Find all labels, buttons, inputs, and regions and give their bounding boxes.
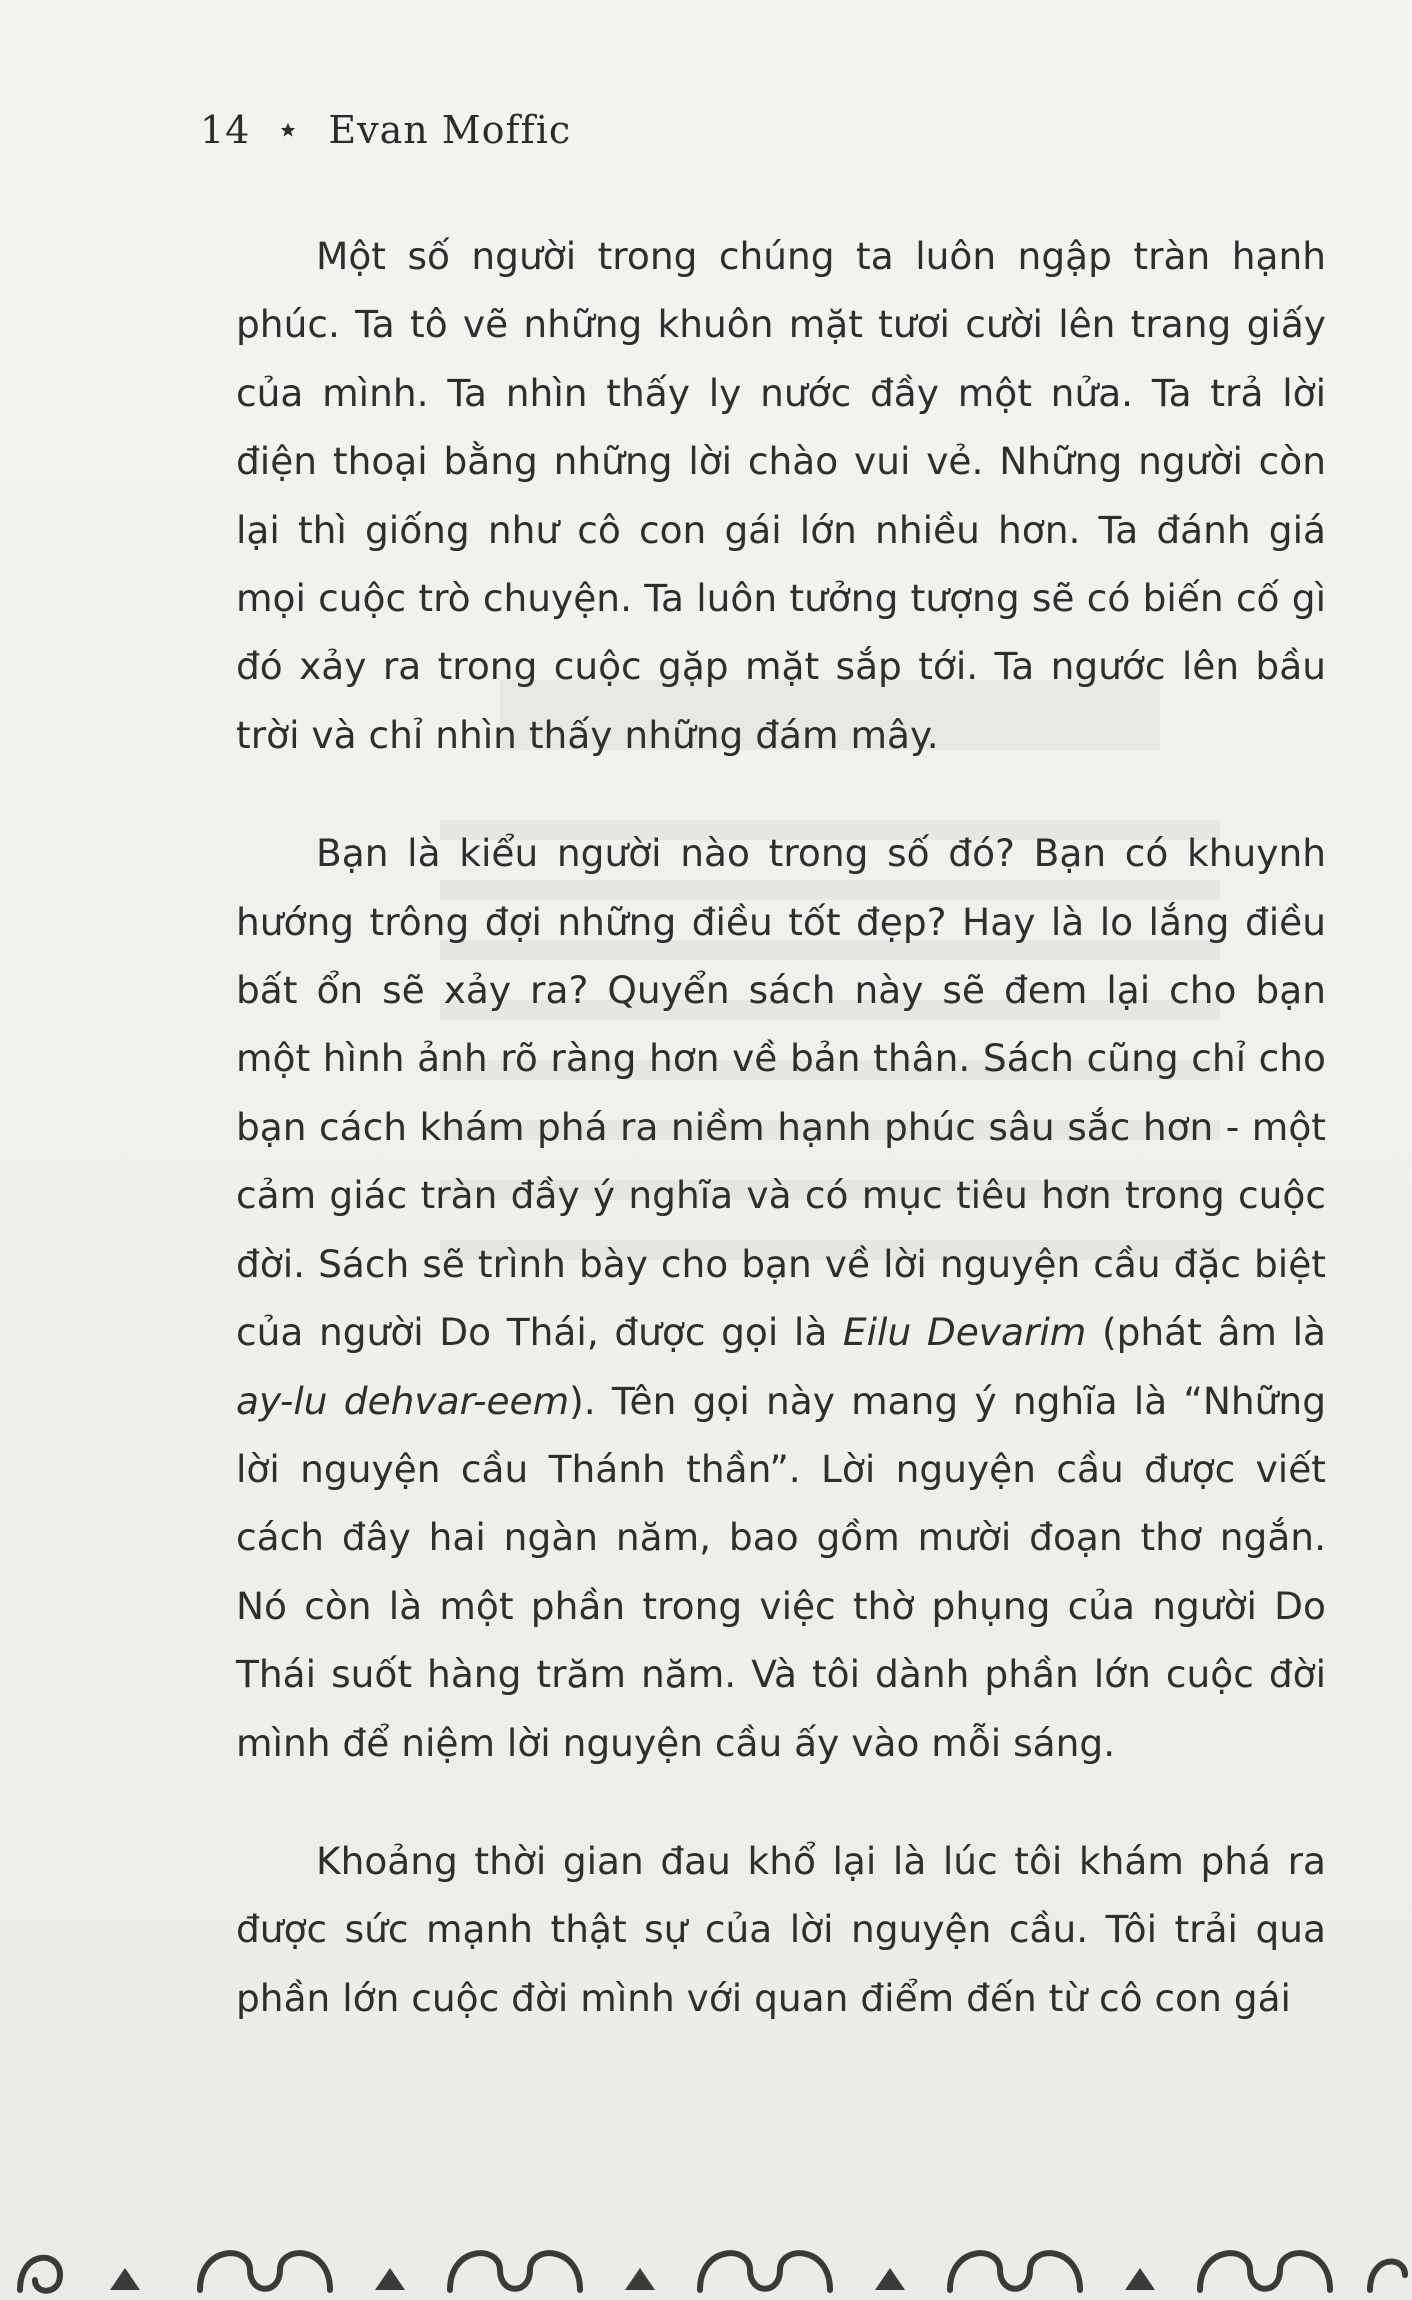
star-icon	[280, 122, 296, 138]
paragraph-2	[236, 819, 1326, 1777]
prayer-name-italic: Eilu Devarim	[842, 1310, 1087, 1355]
paragraph-3: Khoảng thời gian đau khổ lại là lúc tôi khám phá ra được sức mạnh thật sự của lời nguyện cầu. Tôi trải qua phần lớn cuộc đời mình với quan điểm đến từ cô con gái	[236, 1838, 1326, 2020]
pronunciation-italic: ay-lu dehvar-eem	[236, 1378, 570, 1423]
running-head	[200, 100, 571, 160]
author-name: Evan Moffic	[328, 108, 572, 152]
paragraph-2-text-b: (phát âm là	[1086, 1310, 1326, 1355]
body-text	[236, 222, 1326, 2032]
paragraph-2-text-a: Bạn là kiểu người nào trong số đó? Bạn có khuynh hướng trông đợi những điều tốt đẹp? Hay là lo lắng điều bất ổn sẽ xảy ra? Quyển sách này sẽ đem lại cho bạn một hình ảnh rõ ràng hơn về bản thân. Sách cũng chỉ cho bạn cách khám phá ra niềm hạnh phúc sâu sắc hơn - một cảm giác tràn đầy ý nghĩa và có mục tiêu hơn trong cuộc đời. Sách sẽ trình bày cho bạn về lời nguyện cầu đặc biệt của người Do Thái, được gọi là	[236, 831, 1326, 1355]
scroll-ornament-icon	[0, 2220, 1412, 2300]
paragraph-1: Một số người trong chúng ta luôn ngập tràn hạnh phúc. Ta tô vẽ những khuôn mặt tươi cười lên trang giấy của mình. Ta nhìn thấy ly nước đầy một nửa. Ta trả lời điện thoại bằng những lời chào vui vẻ. Những người còn lại thì giống như cô con gái lớn nhiều hơn. Ta đánh giá mọi cuộc trò chuyện. Ta luôn tưởng tượng sẽ có biến cố gì đó xảy ra trong cuộc gặp mặt sắp tới. Ta ngước lên bầu trời và chỉ nhìn thấy những đám mây.	[236, 234, 1326, 757]
paragraph-2-text-c: ). Tên gọi này mang ý nghĩa là “Những lời nguyện cầu Thánh thần”. Lời nguyện cầu được viết cách đây hai ngàn năm, bao gồm mười đoạn thơ ngắn. Nó còn là một phần trong việc thờ phụng của người Do Thái suốt hàng trăm năm. Và tôi dành phần lớn cuộc đời mình để niệm lời nguyện cầu ấy vào mỗi sáng.	[236, 1378, 1326, 1765]
page-number: 14	[200, 108, 251, 152]
